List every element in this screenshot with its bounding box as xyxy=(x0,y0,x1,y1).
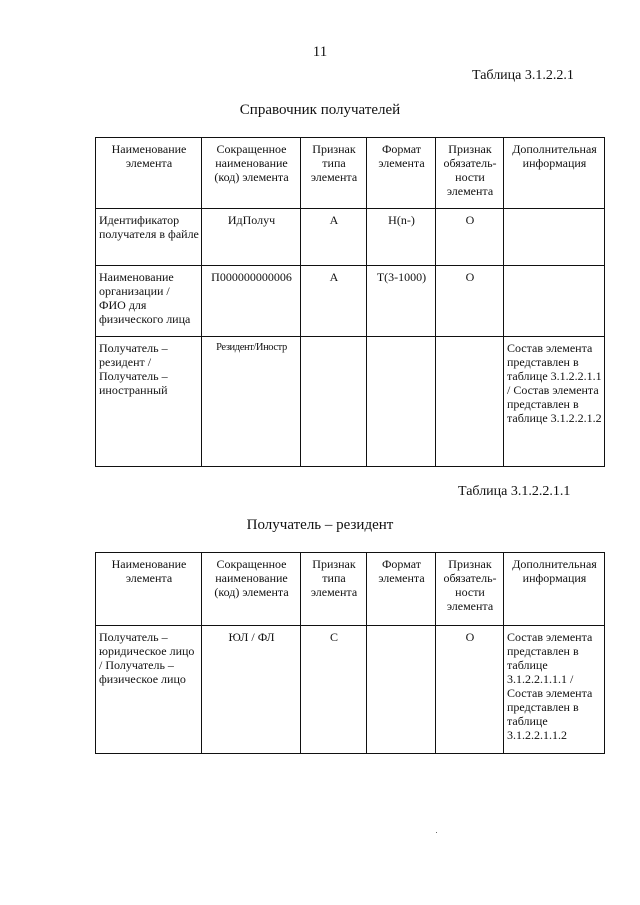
table-cell xyxy=(504,209,605,266)
table-cell: Получатель – юридическое лицо / Получатель – физическое лицо xyxy=(96,626,202,754)
header-cell: Признак обязатель-ности элемента xyxy=(436,553,504,626)
header-cell: Наименование элемента xyxy=(96,138,202,209)
table-cell: А xyxy=(301,209,367,266)
table-cell xyxy=(436,337,504,467)
table1-number: Таблица 3.1.2.2.1 xyxy=(472,68,574,83)
table-cell xyxy=(301,337,367,467)
table-cell: Т(3-1000) xyxy=(367,266,436,337)
header-cell: Сокращенное наименование (код) элемента xyxy=(202,138,301,209)
table2-title: Получатель – резидент xyxy=(246,517,394,533)
header-cell: Признак типа элемента xyxy=(301,553,367,626)
table-cell xyxy=(504,266,605,337)
table-cell: Идентификатор получателя в файле xyxy=(96,209,202,266)
table-cell: Наименование организации / ФИО для физического лица xyxy=(96,266,202,337)
table2-header-row xyxy=(96,553,605,626)
table2 xyxy=(95,552,605,754)
table-cell: ЮЛ / ФЛ xyxy=(202,626,301,754)
table-cell: Резидент/Иностр xyxy=(202,337,301,467)
header-cell: Признак обязатель-ности элемента xyxy=(436,138,504,209)
header-cell: Сокращенное наименование (код) элемента xyxy=(202,553,301,626)
table-row xyxy=(96,337,605,467)
table-cell: Состав элемента представлен в таблице 3.1.2.2.1.1 / Состав элемента представлен в таблице 3.1.2.2.1.2 xyxy=(504,337,605,467)
table-cell: О xyxy=(436,209,504,266)
table-cell: С xyxy=(301,626,367,754)
header-cell: Формат элемента xyxy=(367,138,436,209)
header-cell: Наименование элемента xyxy=(96,553,202,626)
scan-speck xyxy=(436,832,437,833)
page-number: 11 xyxy=(312,44,328,60)
table1-title: Справочник получателей xyxy=(239,102,401,118)
table1-header-row xyxy=(96,138,605,209)
table-cell xyxy=(367,626,436,754)
table-cell xyxy=(367,337,436,467)
table-cell: Н(n-) xyxy=(367,209,436,266)
table-cell: ИдПолуч xyxy=(202,209,301,266)
table-row xyxy=(96,266,605,337)
table-row xyxy=(96,626,605,754)
table-cell: А xyxy=(301,266,367,337)
header-cell: Дополнительная информация xyxy=(504,553,605,626)
table-cell: Состав элемента представлен в таблице 3.1.2.2.1.1.1 / Состав элемента представлен в таблице 3.1.2.2.1.1.2 xyxy=(504,626,605,754)
header-cell: Признак типа элемента xyxy=(301,138,367,209)
table-cell: О xyxy=(436,626,504,754)
table-cell: О xyxy=(436,266,504,337)
header-cell: Дополнительная информация xyxy=(504,138,605,209)
table1 xyxy=(95,137,605,467)
header-cell: Формат элемента xyxy=(367,553,436,626)
table-row xyxy=(96,209,605,266)
table2-number: Таблица 3.1.2.2.1.1 xyxy=(458,484,571,499)
table-cell: Получатель – резидент / Получатель – иностранный xyxy=(96,337,202,467)
table-cell: П000000000006 xyxy=(202,266,301,337)
